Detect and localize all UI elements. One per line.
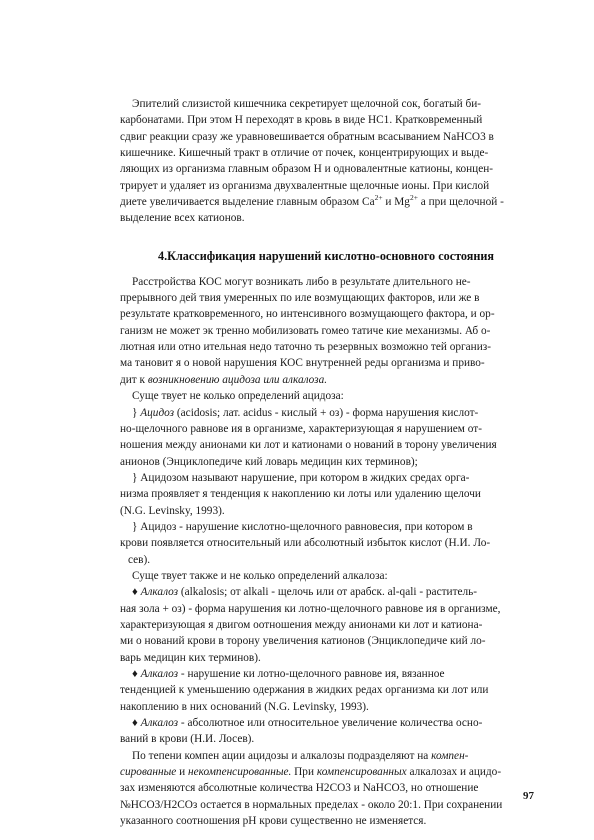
text-line: ма тановит я о новой нарушения КОС внутренней реды организма и приво-: [120, 357, 485, 370]
text-fragment: алкалозах и ацидо-: [406, 766, 502, 779]
text-fragment: (acidosis; лат. acidus - кислый + оз) - форма нарушения кислот-: [174, 406, 479, 419]
text-line: (N.G. Levinsky, 1993).: [120, 504, 225, 517]
text-fragment: - абсолютное или относительное увеличение количества осно-: [178, 717, 483, 730]
text-line: ношения между анионами ки лот и катионами о нований в торону увеличения: [120, 439, 497, 452]
italic-term: Алкалоз: [140, 586, 179, 599]
paragraph-alkalosis-def-3: [120, 715, 532, 748]
text-line: сдвиг реакции сразу же уравновешивается обратным всасыванием NaHCO3 в: [120, 130, 494, 143]
italic-term: компен-: [431, 749, 469, 762]
bullet-glyph: ♦: [132, 586, 141, 599]
text-line: ваний в крови (Н.И. Лосев).: [120, 733, 255, 746]
text-line: [120, 666, 532, 682]
text-line: [120, 405, 532, 421]
text-line: } Ацидозом называют нарушение, при котором в жидких средах орга-: [132, 471, 470, 484]
text-fragment: а при щелочной -: [417, 196, 504, 209]
text-line: ная зола + оз) - форма нарушения ки лотно-щелочного равнове ия в организме,: [120, 602, 501, 615]
text-line: карбонатами. При этом Н переходят в кровь в виде НС1. Кратковременный: [120, 114, 483, 127]
text-fragment: диете увеличивается выделение главным образом Ca: [120, 196, 375, 209]
text-line: Суще твует также и не колько определений алкалоза:: [132, 569, 388, 582]
text-line: [120, 194, 532, 210]
text-line: Эпителий слизистой кишечника секретирует щелочной сок, богатый би-: [132, 98, 482, 110]
text-line: Суще твует не колько определений ацидоза:: [132, 390, 344, 403]
text-line: выделение всех катионов.: [120, 212, 245, 225]
text-fragment: и: [176, 766, 189, 779]
paragraph-kos-disorders: [120, 274, 532, 388]
bullet-glyph: ♦: [132, 668, 141, 680]
italic-term: Ацидоз: [140, 406, 175, 419]
text-line: сев).: [128, 553, 151, 566]
text-line: тенденцией к уменьшению одержания в жидких редах организма ки лот или: [120, 684, 489, 697]
page-number: 97: [523, 790, 534, 802]
text-line: ми о нований крови в торону увеличения катионов (Энциклопедиче кий ло-: [120, 635, 486, 648]
text-line: [120, 584, 532, 600]
text-line: крови появляется относительный или абсолютный избыток кислот (Н.И. Ло-: [120, 537, 491, 550]
text-line: зах изменяются абсолютные количества Н2СО3 и NaHCO3, но отношение: [120, 782, 479, 795]
text-line: характеризующая я двигом оотношения между анионами ки лот и катиона-: [120, 618, 483, 631]
paragraph-acidosis-intro: [120, 388, 532, 404]
text-line: [120, 764, 532, 780]
text-line: } Ацидоз - нарушение кислотно-щелочного равновесия, при котором в: [132, 520, 473, 533]
text-fragment: По тепени компен ации ацидозы и алкалозы подразделяют на: [132, 749, 432, 762]
page-content: [120, 96, 532, 829]
text-line: ляющих из организма главным образом Н и одновалентные катионы, концен-: [120, 163, 494, 176]
superscript: 2+: [374, 193, 383, 203]
text-line: [120, 372, 532, 388]
paragraph-intestine: [120, 96, 532, 227]
italic-term: сированные: [120, 766, 177, 779]
paragraph-compensation: [120, 748, 532, 830]
text-line: анионов (Энциклопедиче кий ловарь медицин ких терминов);: [120, 455, 418, 468]
italic-term: Алкалоз: [140, 668, 179, 680]
text-line: накоплению в них оснований (N.G. Levinsky, 1993).: [120, 700, 369, 713]
italic-term: Алкалоз: [140, 717, 179, 730]
paragraph-alkalosis-def-2: [120, 666, 532, 715]
paragraph-acidosis-def-2: [120, 470, 532, 519]
text-fragment: дит к: [120, 373, 148, 386]
text-line: [120, 748, 532, 764]
superscript: 2+: [409, 193, 418, 203]
text-line: прерывного дей твия умеренных по иле возмущающих факторов, или же в: [120, 292, 480, 305]
bullet-glyph: ♦: [132, 717, 141, 730]
paragraph-acidosis-def-3: [120, 519, 532, 568]
text-fragment: - нарушение ки лотно-щелочного равнове ия, вязанное: [178, 668, 445, 680]
paragraph-alkalosis-intro: [120, 568, 532, 584]
text-line: указанного соотношения рН крови существенно не изменяется.: [120, 815, 427, 828]
text-line: трирует и удаляет из организма двухвалентные щелочные ионы. При кислой: [120, 179, 490, 192]
text-line: низма проявляет я тенденция к накоплению ки лоты или удалению щелочи: [120, 488, 481, 501]
text-line: №НСОЗ/Н2СОз остается в нормальных пределах - около 20:1. При сохранении: [120, 798, 503, 811]
text-line: ганизм не может эк тренно мобилизовать гомео татиче кие механизмы. Аб о-: [120, 324, 491, 337]
text-fragment: и Mg: [382, 196, 410, 209]
text-line: результате кратковременного, но интенсивного возмущающего фактора, и ор-: [120, 308, 495, 321]
text-fragment: При: [291, 766, 317, 779]
text-line: но-щелочного равнове ия в организме, характеризующая я нарушением от-: [120, 422, 482, 435]
paragraph-acidosis-def-1: [120, 405, 532, 470]
text-line: кишечнике. Кишечный тракт в отличие от почек, концентрирующих и выде-: [120, 147, 489, 160]
text-line: варь медицин ких терминов).: [120, 651, 261, 664]
italic-term: компенсированных: [316, 766, 407, 779]
text-line: лютная или отно ительная недо таточно ть резервных возможно тей организ-: [120, 341, 491, 354]
italic-text: возникновению ацидоза или алкалоза.: [147, 373, 328, 386]
text-fragment: (alkalosis; от alkali - щелочь или от арабск. al-qali - раститель-: [178, 586, 478, 599]
text-line: [120, 715, 532, 731]
bullet-glyph: }: [132, 406, 141, 419]
paragraph-alkalosis-def-1: [120, 584, 532, 666]
text-line: Расстройства КОС могут возникать либо в результате длительного не-: [132, 275, 471, 288]
italic-term: некомпенсированные.: [188, 766, 292, 779]
section-heading: 4.Классификация нарушений кислотно-основного состояния: [157, 248, 495, 263]
